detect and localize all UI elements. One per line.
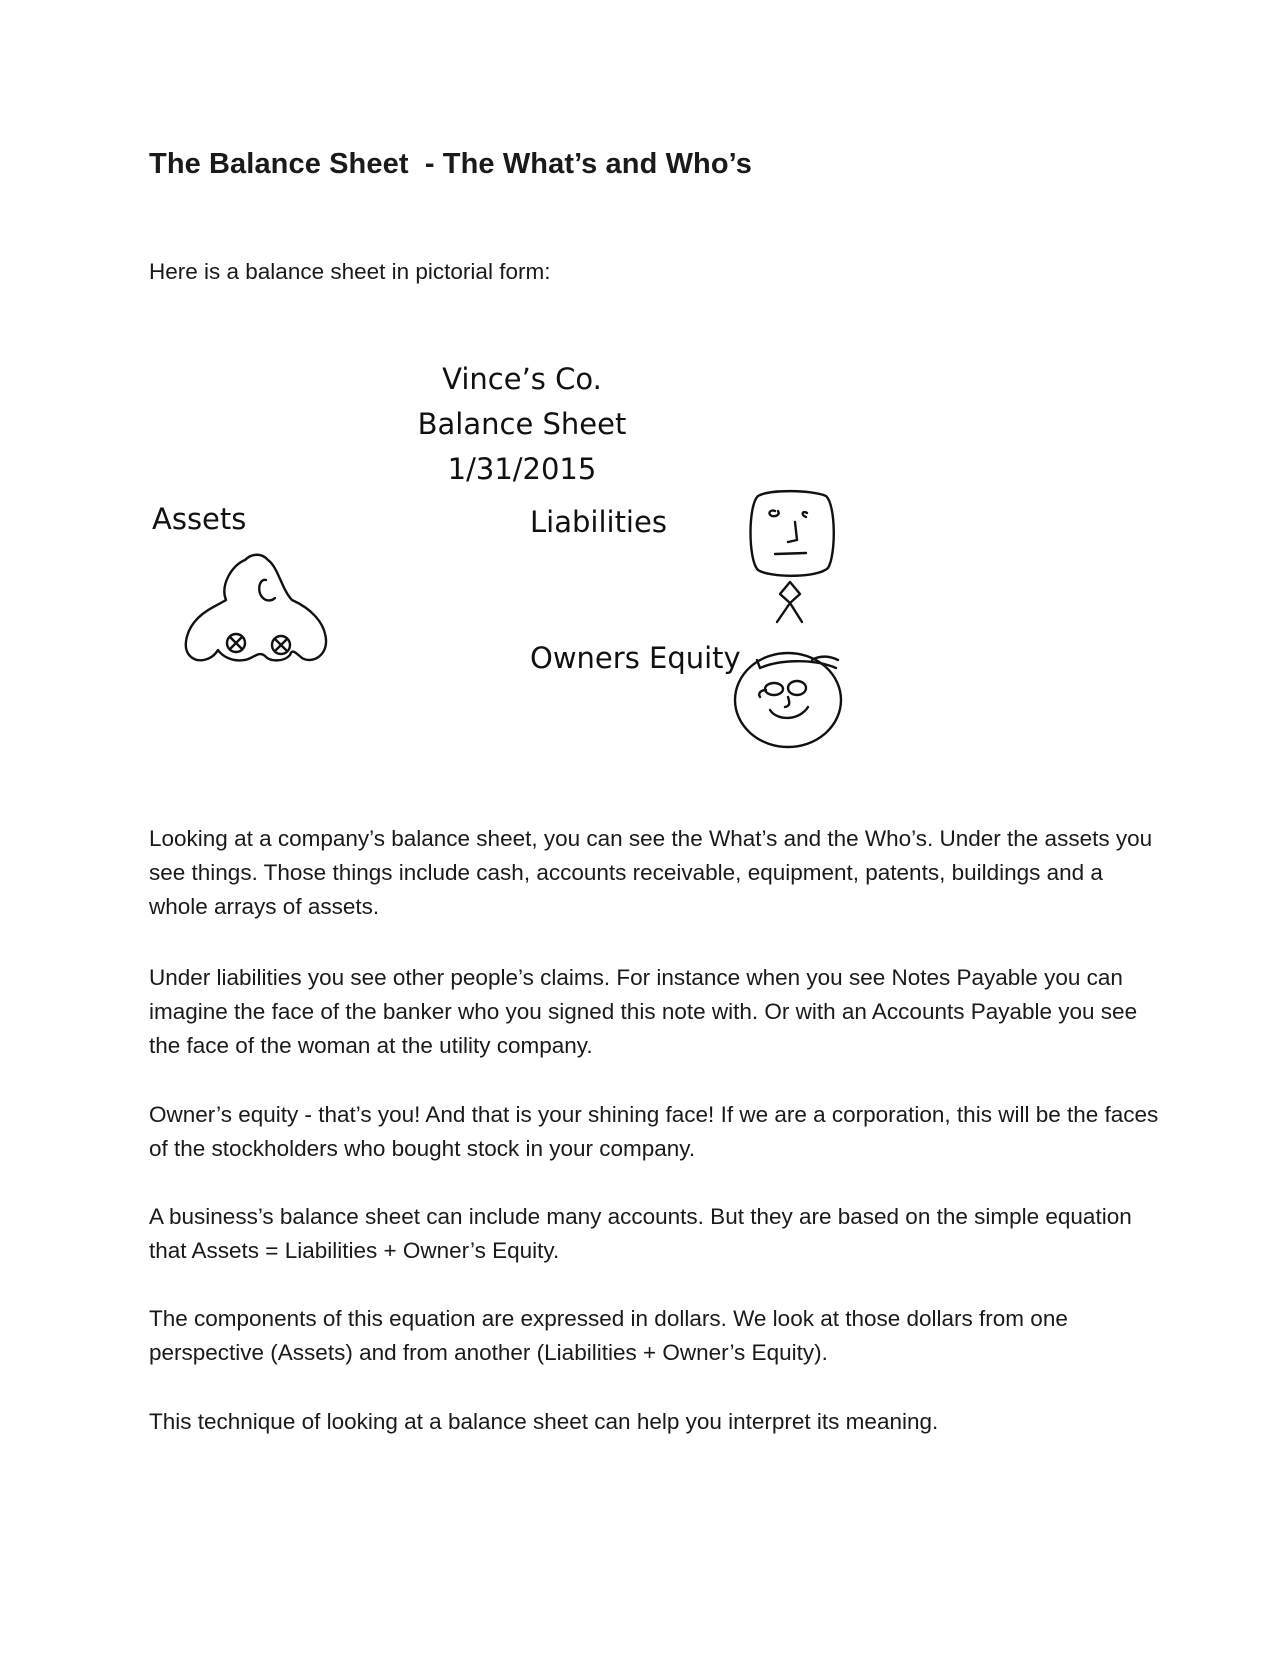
page-title: The Balance Sheet - The What’s and Who’s <box>149 148 752 180</box>
paragraph-equation: A business’s balance sheet can include many accounts. But they are based on the simple equation that Assets = Liabilities + Owner’s Equity. <box>149 1204 1132 1263</box>
figure-company: Vince’s Co. <box>442 362 602 396</box>
assets-label: Assets <box>152 502 247 536</box>
liabilities-face-icon <box>751 491 834 622</box>
balance-sheet-figure <box>0 0 1280 780</box>
figure-statement: Balance Sheet <box>417 407 627 441</box>
intro-text: Here is a balance sheet in pictorial form: <box>149 259 551 284</box>
owners-equity-face-icon <box>735 653 841 747</box>
assets-doodle-icon <box>186 555 326 661</box>
paragraph-conclusion: This technique of looking at a balance sheet can help you interpret its meaning. <box>149 1409 939 1434</box>
paragraph-owners-equity: Owner’s equity - that’s you! And that is your shining face! If we are a corporation, this will be the faces of the stockholders who bought stock in your company. <box>149 1102 1159 1161</box>
owners-equity-label: Owners Equity <box>530 641 741 675</box>
liabilities-label: Liabilities <box>530 505 667 539</box>
paragraph-components: The components of this equation are expressed in dollars. We look at those dollars from one perspective (Assets) and from another (Liabilities + Owner’s Equity). <box>149 1306 1068 1365</box>
paragraph-liabilities: Under liabilities you see other people’s claims. For instance when you see Notes Payable you can imagine the face of the banker who you signed this note with. Or with an Accounts Payable you see the face of the woman at the utility company. <box>149 965 1138 1058</box>
paragraph-assets: Looking at a company’s balance sheet, you can see the What’s and the Who’s. Under the assets you see things. Those things include cash, accounts receivable, equipment, patents, buildings and a whole arrays of assets. <box>149 826 1153 919</box>
figure-date: 1/31/2015 <box>447 452 597 486</box>
